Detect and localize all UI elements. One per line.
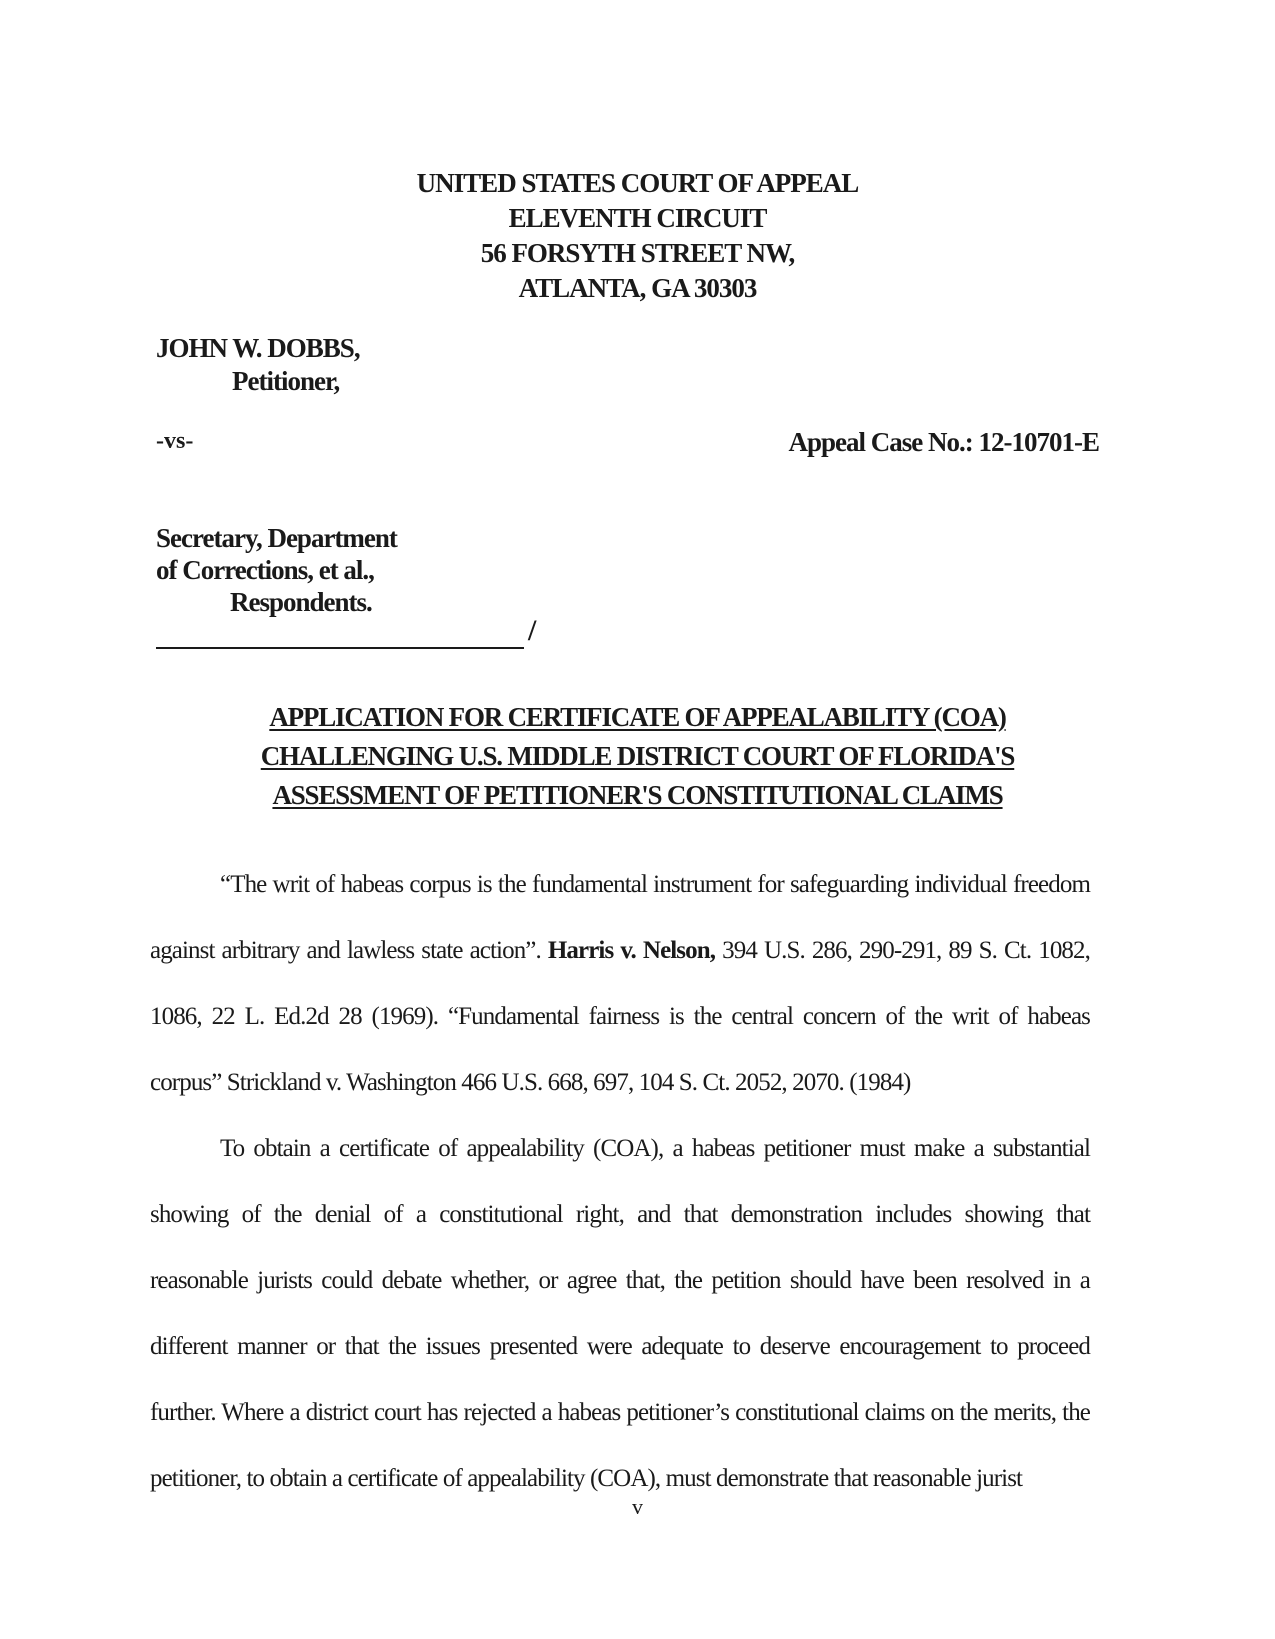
case-number: Appeal Case No.: 12-10701-E — [788, 427, 1099, 457]
respondent-block — [156, 522, 397, 618]
court-city-address: ATLANTA, GA 30303 — [518, 273, 757, 303]
court-name: UNITED STATES COURT OF APPEAL — [416, 168, 859, 198]
opening-quote: “The writ of habeas corpus is the fundamental instrument for safeguarding individual freedom against arbitrary and lawless state action”. — [150, 871, 1090, 964]
caption-rule — [156, 647, 524, 649]
paragraph-2: To obtain a certificate of appealability (COA), a habeas petitioner must make a substantial showing of the denial of a constitutional right, and that demonstration includes showing that reasonable jurists could debate whether, or agree that, the petition should have been resolved in a different manner or that the issues presented were adequate to deserve encouragement to proceed further. Where a district court has rejected a habeas petitioner’s constitutional claims on the merits, the petitioner, to obtain a certificate of appealability (COA), must demonstrate that reasonable jurist — [150, 1135, 1090, 1492]
case-citation: Harris v. Nelson, — [547, 937, 716, 964]
respondent-line-2: of Corrections, et al., — [156, 555, 374, 585]
versus-label: -vs- — [156, 428, 194, 454]
body-text — [150, 852, 1090, 1512]
title-line-2: CHALLENGING U.S. MIDDLE DISTRICT COURT OF FLORIDA'S — [260, 741, 1015, 771]
petitioner-role: Petitioner, — [232, 366, 340, 396]
title-line-1: APPLICATION FOR CERTIFICATE OF APPEALABILITY (COA) — [269, 702, 1006, 732]
petitioner-block — [156, 332, 360, 398]
caption-slash: / — [528, 614, 537, 647]
paragraph-1 — [150, 852, 1090, 1116]
circuit-name: ELEVENTH CIRCUIT — [508, 203, 767, 233]
court-header — [300, 166, 975, 306]
petitioner-name: JOHN W. DOBBS, — [156, 333, 360, 363]
respondent-role: Respondents. — [230, 587, 372, 617]
document-title — [200, 698, 1075, 815]
title-line-3: ASSESSMENT OF PETITIONER'S CONSTITUTIONAL CLAIMS — [272, 780, 1003, 810]
court-street-address: 56 FORSYTH STREET NW, — [480, 238, 795, 268]
citation-details: 394 U.S. 286, 290-291, 89 S. Ct. 1082, 1086, 22 L. Ed.2d 28 (1969). “Fundamental fairness is the central concern of the writ of habeas corpus” Strickland v. Washington 466 U.S. 668, 697, 104 S. Ct. 2052, 2070. (1984) — [150, 937, 1090, 1096]
page-number: v — [632, 1494, 643, 1519]
respondent-line-1: Secretary, Department — [156, 523, 397, 553]
